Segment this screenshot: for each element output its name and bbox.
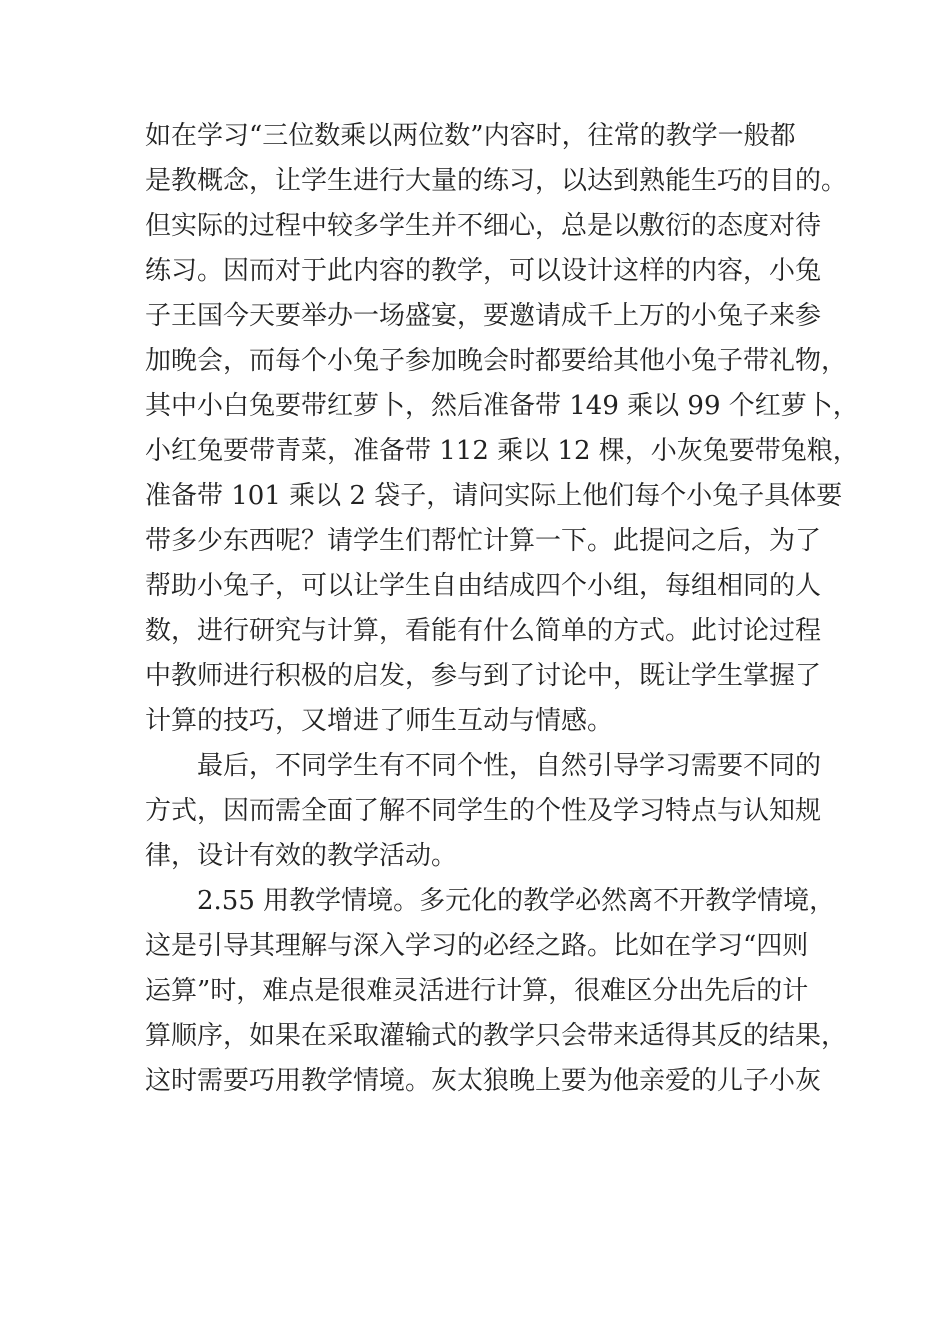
text-line: 是教概念，让学生进行大量的练习，以达到熟能生巧的目的。 bbox=[145, 166, 848, 196]
text-line: 这时需要巧用教学情境。灰太狼晚上要为他亲爱的儿子小灰 bbox=[145, 1066, 822, 1096]
text-line: 小红兔要带青菜，准备带 112 乘以 12 棵，小灰兔要带兔粮， bbox=[145, 436, 859, 466]
paragraph-first-line: 2.55 用教学情境。多元化的教学必然离不开教学情境， bbox=[197, 886, 836, 916]
text-line: 中教师进行积极的启发，参与到了讨论中，既让学生掌握了 bbox=[145, 661, 822, 691]
document-body bbox=[145, 114, 859, 1104]
text-line: 计算的技巧，又增进了师生互动与情感。 bbox=[145, 706, 614, 736]
text-line: 律，设计有效的教学活动。 bbox=[145, 841, 458, 871]
text-line: 算顺序，如果在采取灌输式的教学只会带来适得其反的结果， bbox=[145, 1021, 848, 1051]
text-line: 运算”时，难点是很难灵活进行计算，很难区分出先后的计 bbox=[145, 976, 809, 1006]
text-line: 带多少东西呢？请学生们帮忙计算一下。此提问之后，为了 bbox=[145, 526, 822, 556]
text-line: 帮助小兔子，可以让学生自由结成四个小组，每组相同的人 bbox=[145, 571, 822, 601]
text-line: 练习。因而对于此内容的教学，可以设计这样的内容，小兔 bbox=[145, 256, 822, 286]
text-line: 方式，因而需全面了解不同学生的个性及学习特点与认知规 bbox=[145, 796, 822, 826]
paragraph-first-line: 最后，不同学生有不同个性，自然引导学习需要不同的 bbox=[197, 751, 822, 781]
text-line: 其中小白兔要带红萝卜，然后准备带 149 乘以 99 个红萝卜， bbox=[145, 391, 859, 421]
text-line: 准备带 101 乘以 2 袋子，请问实际上他们每个小兔子具体要 bbox=[145, 481, 843, 511]
text-line: 这是引导其理解与深入学习的必经之路。比如在学习“四则 bbox=[145, 931, 809, 961]
text-line: 加晚会，而每个小兔子参加晚会时都要给其他小兔子带礼物， bbox=[145, 346, 848, 376]
text-line: 但实际的过程中较多学生并不细心，总是以敷衍的态度对待 bbox=[145, 211, 822, 241]
text-line: 如在学习“三位数乘以两位数”内容时，往常的教学一般都 bbox=[145, 121, 796, 151]
text-line: 数，进行研究与计算，看能有什么简单的方式。此讨论过程 bbox=[145, 616, 822, 646]
text-line: 子王国今天要举办一场盛宴，要邀请成千上万的小兔子来参 bbox=[145, 301, 822, 331]
